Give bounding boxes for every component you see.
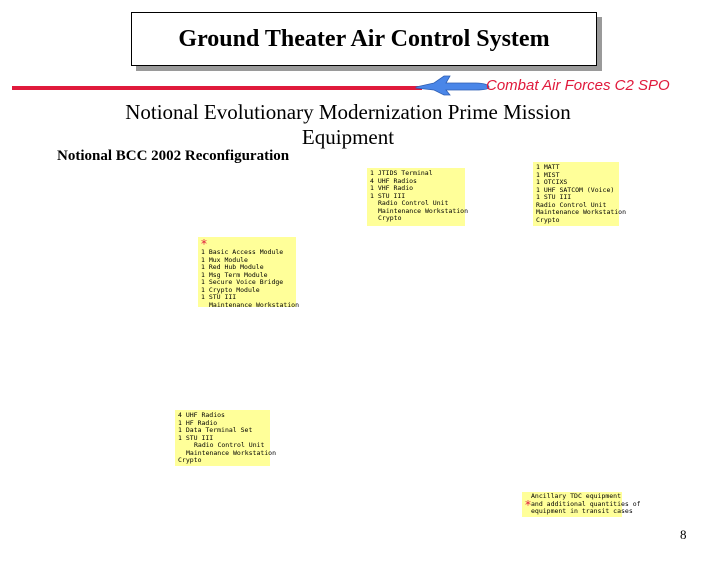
note-line: Maintenance Workstation: [378, 206, 469, 215]
note-line: Crypto: [178, 456, 202, 464]
note-line: 1 OTCIXS: [536, 178, 568, 186]
note-line: 1 VHF Radio: [370, 184, 414, 192]
legend-line: Ancillary TDC equipment: [531, 492, 622, 501]
note-line: 4 UHF Radios: [178, 411, 225, 419]
legend-line: and additional quantities of: [531, 499, 641, 508]
organization-label: Combat Air Forces C2 SPO: [486, 77, 670, 94]
note-line: Maintenance Workstation: [536, 208, 627, 216]
note-line: Radio Control Unit: [194, 441, 265, 449]
note-line: 1 UHF SATCOM (Voice): [536, 185, 615, 194]
note-line: 1 Basic Access Module: [201, 248, 284, 256]
section-heading: Notional BCC 2002 Reconfiguration: [57, 148, 290, 164]
equipment-note-matt: [533, 162, 627, 226]
aircraft-icon: [414, 74, 490, 96]
note-line: Crypto: [378, 214, 402, 222]
note-line: Radio Control Unit: [536, 200, 607, 209]
note-line: 1 Data Terminal Set: [178, 426, 253, 434]
note-line: 1 MATT: [536, 163, 560, 171]
note-line: Crypto: [536, 215, 560, 224]
page-title: Ground Theater Air Control System: [178, 25, 550, 52]
title-box: [131, 12, 597, 66]
header-divider: [12, 86, 422, 90]
asterisk-icon: *: [525, 497, 531, 512]
legend-note: [522, 492, 641, 517]
page-subtitle: Notional Evolutionary Modernization Prime Mission Equipment: [125, 100, 571, 149]
note-line: 1 Secure Voice Bridge: [201, 278, 284, 286]
note-line: 1 Crypto Module: [201, 285, 260, 294]
note-line: 1 STU III: [370, 191, 406, 200]
note-line: Maintenance Workstation: [186, 448, 277, 457]
note-line: Maintenance Workstation: [209, 300, 300, 309]
note-line: 1 HF Radio: [178, 418, 218, 427]
note-line: 1 STU III: [201, 293, 237, 301]
equipment-note-jtids: [367, 168, 469, 226]
note-line: 4 UHF Radios: [370, 176, 417, 185]
note-line: 1 Red Hub Module: [201, 263, 264, 271]
note-line: 1 Msg Term Module: [201, 270, 268, 279]
asterisk-icon: *: [201, 237, 207, 251]
page-number: 8: [680, 527, 687, 542]
equipment-note-radios: [175, 410, 277, 466]
legend-line: equipment in transit cases: [531, 507, 633, 516]
note-line: 1 Mux Module: [201, 255, 248, 264]
note-line: 1 STU III: [178, 433, 214, 442]
note-line: Radio Control Unit: [378, 199, 449, 207]
note-line: 1 JTIDS Terminal: [370, 169, 433, 177]
equipment-note-modules: [198, 237, 300, 309]
note-line: 1 MIST: [536, 170, 560, 179]
note-line: 1 STU III: [536, 193, 572, 201]
